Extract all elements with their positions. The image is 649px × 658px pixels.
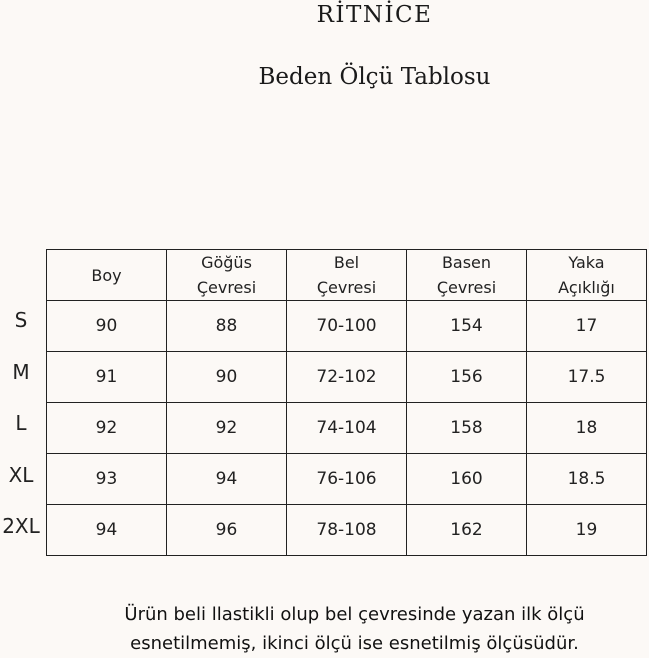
header-bel bbox=[287, 250, 407, 301]
table-row bbox=[47, 403, 647, 454]
table-cell: 94 bbox=[167, 454, 287, 505]
table-cell: 154 bbox=[407, 301, 527, 352]
table-cell: 17.5 bbox=[527, 352, 647, 403]
table-cell: 91 bbox=[47, 352, 167, 403]
table-cell: 72-102 bbox=[287, 352, 407, 403]
size-chart-table bbox=[46, 249, 647, 556]
header-label: Yaka bbox=[568, 253, 605, 272]
header-label: Göğüs bbox=[201, 253, 252, 272]
header-gogus bbox=[167, 250, 287, 301]
header-label: Açıklığı bbox=[558, 278, 615, 297]
header-label: Bel bbox=[333, 253, 360, 272]
table-cell: 162 bbox=[407, 505, 527, 556]
header-yaka bbox=[527, 250, 647, 301]
table-cell: 90 bbox=[47, 301, 167, 352]
table-cell: 96 bbox=[167, 505, 287, 556]
header-label: Basen bbox=[441, 253, 492, 272]
table-cell: 78-108 bbox=[287, 505, 407, 556]
table-cell: 18 bbox=[527, 403, 647, 454]
table-cell: 94 bbox=[47, 505, 167, 556]
elastic-waist-note bbox=[0, 600, 649, 658]
size-label-l: L bbox=[15, 411, 27, 435]
table-cell: 74-104 bbox=[287, 403, 407, 454]
header-boy bbox=[47, 250, 167, 301]
note-line-1: Ürün beli llastikli olup bel çevresinde yazan ilk ölçü bbox=[124, 604, 585, 625]
table-cell: 160 bbox=[407, 454, 527, 505]
table-cell: 76-106 bbox=[287, 454, 407, 505]
table-cell: 92 bbox=[167, 403, 287, 454]
size-label-2xl: 2XL bbox=[2, 514, 40, 538]
table-row bbox=[47, 352, 647, 403]
header-label: Çevresi bbox=[436, 278, 497, 297]
brand-title: RİTNİCE bbox=[316, 2, 433, 28]
table-cell: 90 bbox=[167, 352, 287, 403]
note-line-2: esnetilmemiş, ikinci ölçü ise esnetilmiş ölçüsüdür. bbox=[130, 633, 579, 654]
table-cell: 158 bbox=[407, 403, 527, 454]
table-cell: 93 bbox=[47, 454, 167, 505]
size-label-xl: XL bbox=[8, 463, 34, 487]
header-label: Çevresi bbox=[316, 278, 377, 297]
header-label: Çevresi bbox=[196, 278, 257, 297]
table-cell: 70-100 bbox=[287, 301, 407, 352]
table-cell: 17 bbox=[527, 301, 647, 352]
table-cell: 92 bbox=[47, 403, 167, 454]
size-label-s: S bbox=[14, 308, 28, 332]
table-row bbox=[47, 301, 647, 352]
table-cell: 19 bbox=[527, 505, 647, 556]
header-label: Boy bbox=[91, 265, 122, 285]
table-cell: 18.5 bbox=[527, 454, 647, 505]
size-label-m: M bbox=[12, 360, 30, 384]
table-row bbox=[47, 454, 647, 505]
table-cell: 156 bbox=[407, 352, 527, 403]
header-basen bbox=[407, 250, 527, 301]
table-cell: 88 bbox=[167, 301, 287, 352]
table-row bbox=[47, 505, 647, 556]
header-row bbox=[47, 250, 647, 301]
page-title: Beden Ölçü Tablosu bbox=[258, 64, 491, 90]
